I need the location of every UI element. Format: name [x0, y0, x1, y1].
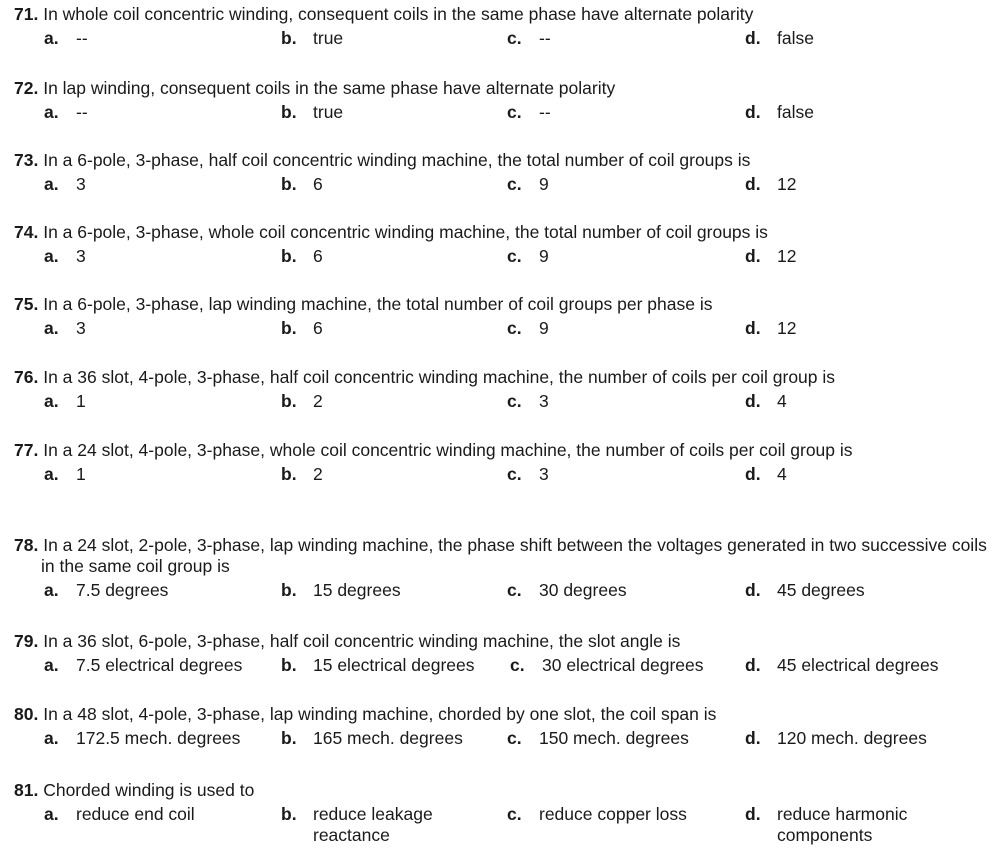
- option-b[interactable]: [281, 102, 343, 123]
- option-a[interactable]: [44, 464, 86, 485]
- question-number: 76.: [14, 367, 39, 387]
- option-label: a.: [44, 102, 59, 122]
- options-row: [0, 174, 997, 198]
- option-label: b.: [281, 174, 297, 194]
- question-number: 72.: [14, 78, 39, 98]
- option-label: b.: [281, 246, 297, 266]
- option-label: a.: [44, 246, 59, 266]
- option-label: a.: [44, 28, 59, 48]
- option-text: 3: [76, 246, 86, 266]
- option-d[interactable]: [745, 728, 927, 749]
- question-stem: [0, 704, 997, 725]
- option-label: a.: [44, 318, 59, 338]
- option-text: 12: [777, 246, 797, 266]
- option-b[interactable]: [281, 464, 323, 485]
- question-81: [0, 780, 997, 852]
- option-d[interactable]: [745, 391, 787, 412]
- option-label: d.: [745, 804, 761, 824]
- option-label: d.: [745, 655, 761, 675]
- option-label: c.: [507, 102, 522, 122]
- option-label: c.: [507, 318, 522, 338]
- question-76: [0, 367, 997, 415]
- option-text: true: [313, 28, 344, 48]
- options-row: [0, 318, 997, 342]
- option-a[interactable]: [44, 391, 86, 412]
- option-a[interactable]: [44, 580, 168, 601]
- option-text: 1: [76, 464, 86, 484]
- option-label: d.: [745, 318, 761, 338]
- option-text: 6: [313, 174, 323, 194]
- option-a[interactable]: [44, 28, 88, 49]
- option-label: c.: [507, 580, 522, 600]
- option-label: c.: [507, 246, 522, 266]
- question-text: Chorded winding is used to: [43, 780, 255, 800]
- option-label: b.: [281, 391, 297, 411]
- option-c[interactable]: [507, 804, 687, 825]
- option-a[interactable]: [44, 174, 86, 195]
- question-71: [0, 4, 997, 52]
- option-text: true: [313, 102, 344, 122]
- options-row: [0, 246, 997, 270]
- option-label: c.: [510, 655, 525, 675]
- question-stem: [0, 780, 997, 801]
- question-text: In a 6-pole, 3-phase, lap winding machine, the total number of coil groups per phase is: [43, 294, 713, 314]
- option-b[interactable]: [281, 318, 323, 339]
- option-label: b.: [281, 102, 297, 122]
- option-text: 9: [539, 246, 549, 266]
- question-78: [0, 535, 997, 604]
- question-79: [0, 631, 997, 679]
- option-text: 172.5 mech. degrees: [76, 728, 241, 748]
- option-b[interactable]: [281, 174, 323, 195]
- question-stem: [0, 222, 997, 243]
- option-label: d.: [745, 246, 761, 266]
- option-text: 45 degrees: [777, 580, 865, 600]
- option-d[interactable]: [745, 102, 814, 123]
- option-label: b.: [281, 655, 297, 675]
- question-text: In lap winding, consequent coils in the same phase have alternate polarity: [43, 78, 616, 98]
- option-label: d.: [745, 174, 761, 194]
- option-b[interactable]: [281, 804, 463, 846]
- option-label: d.: [745, 391, 761, 411]
- option-text: 9: [539, 174, 549, 194]
- question-number: 81.: [14, 780, 39, 800]
- option-text: 9: [539, 318, 549, 338]
- option-label: d.: [745, 464, 761, 484]
- question-number: 75.: [14, 294, 39, 314]
- question-77: [0, 440, 997, 488]
- option-label: d.: [745, 102, 761, 122]
- question-text: In a 48 slot, 4-pole, 3-phase, lap winding machine, chorded by one slot, the coil span is: [43, 704, 717, 724]
- option-text: 7.5 degrees: [76, 580, 169, 600]
- options-row: [0, 391, 997, 415]
- option-text: 6: [313, 246, 323, 266]
- option-a[interactable]: [44, 804, 195, 825]
- option-label: c.: [507, 728, 522, 748]
- option-text: false: [777, 102, 814, 122]
- option-label: a.: [44, 655, 59, 675]
- option-d[interactable]: [745, 464, 787, 485]
- option-text: 30 electrical degrees: [542, 655, 704, 675]
- option-b[interactable]: [281, 580, 401, 601]
- option-text: 45 electrical degrees: [777, 655, 939, 675]
- option-text: 2: [313, 391, 323, 411]
- option-a[interactable]: [44, 318, 86, 339]
- option-label: b.: [281, 28, 297, 48]
- option-d[interactable]: [745, 318, 796, 339]
- option-text: 3: [76, 174, 86, 194]
- option-c[interactable]: [507, 28, 551, 49]
- option-c[interactable]: [507, 174, 549, 195]
- options-row: [0, 102, 997, 126]
- option-text: 120 mech. degrees: [777, 728, 927, 748]
- option-d[interactable]: [745, 246, 796, 267]
- question-text: In a 24 slot, 4-pole, 3-phase, whole coil concentric winding machine, the number of coils per coil group is: [43, 440, 853, 460]
- question-stem: [0, 535, 997, 577]
- options-row: [0, 804, 997, 852]
- option-text: 2: [313, 464, 323, 484]
- option-text: 165 mech. degrees: [313, 728, 463, 748]
- option-text: 12: [777, 318, 797, 338]
- question-80: [0, 704, 997, 752]
- option-a[interactable]: [44, 655, 242, 676]
- options-row: [0, 580, 997, 604]
- option-text: --: [539, 28, 551, 48]
- question-stem: [0, 367, 997, 388]
- question-number: 71.: [14, 4, 39, 24]
- option-text: 7.5 electrical degrees: [76, 655, 243, 675]
- option-label: d.: [745, 580, 761, 600]
- option-d[interactable]: [745, 174, 796, 195]
- option-label: d.: [745, 728, 761, 748]
- option-text: reduce leakage reactance: [313, 804, 433, 845]
- question-stem: [0, 4, 997, 25]
- option-text: 30 degrees: [539, 580, 627, 600]
- option-text: --: [539, 102, 551, 122]
- option-c[interactable]: [510, 655, 703, 676]
- question-stem: [0, 294, 997, 315]
- option-text: reduce copper loss: [539, 804, 687, 824]
- option-label: b.: [281, 318, 297, 338]
- option-label: b.: [281, 580, 297, 600]
- option-text: 12: [777, 174, 797, 194]
- option-label: a.: [44, 804, 59, 824]
- option-c[interactable]: [507, 102, 551, 123]
- question-text: In a 24 slot, 2-pole, 3-phase, lap winding machine, the phase shift between the voltages generated in two successive coils in the same coil group is: [41, 535, 987, 576]
- question-number: 77.: [14, 440, 39, 460]
- option-label: a.: [44, 464, 59, 484]
- question-73: [0, 150, 997, 198]
- option-d[interactable]: [745, 580, 865, 601]
- question-74: [0, 222, 997, 270]
- option-c[interactable]: [507, 580, 627, 601]
- question-72: [0, 78, 997, 126]
- option-text: 3: [76, 318, 86, 338]
- options-row: [0, 28, 997, 52]
- option-c[interactable]: [507, 728, 689, 749]
- question-text: In a 36 slot, 4-pole, 3-phase, half coil concentric winding machine, the number of coils per coil group is: [43, 367, 836, 387]
- option-label: a.: [44, 391, 59, 411]
- option-c[interactable]: [507, 246, 549, 267]
- option-label: c.: [507, 28, 522, 48]
- option-text: 3: [539, 464, 549, 484]
- question-stem: [0, 440, 997, 461]
- option-text: --: [76, 28, 88, 48]
- question-number: 79.: [14, 631, 39, 651]
- option-label: a.: [44, 728, 59, 748]
- option-a[interactable]: [44, 246, 86, 267]
- option-label: a.: [44, 580, 59, 600]
- option-text: reduce end coil: [76, 804, 195, 824]
- question-number: 74.: [14, 222, 39, 242]
- question-text: In whole coil concentric winding, consequent coils in the same phase have alternate polarity: [43, 4, 754, 24]
- option-text: 4: [777, 464, 787, 484]
- option-text: false: [777, 28, 814, 48]
- question-text: In a 36 slot, 6-pole, 3-phase, half coil concentric winding machine, the slot angle is: [43, 631, 681, 651]
- options-row: [0, 655, 997, 679]
- question-stem: [0, 631, 997, 652]
- option-text: 15 electrical degrees: [313, 655, 475, 675]
- option-text: 4: [777, 391, 787, 411]
- option-d[interactable]: [745, 28, 814, 49]
- option-c[interactable]: [507, 318, 549, 339]
- question-number: 80.: [14, 704, 39, 724]
- option-label: a.: [44, 174, 59, 194]
- question-number: 78.: [14, 535, 39, 555]
- option-a[interactable]: [44, 102, 88, 123]
- option-a[interactable]: [44, 728, 240, 749]
- option-label: c.: [507, 464, 522, 484]
- option-label: c.: [507, 174, 522, 194]
- option-b[interactable]: [281, 28, 343, 49]
- question-stem: [0, 78, 997, 99]
- option-label: c.: [507, 804, 522, 824]
- option-text: 1: [76, 391, 86, 411]
- option-c[interactable]: [507, 391, 549, 412]
- option-label: b.: [281, 464, 297, 484]
- option-b[interactable]: [281, 246, 323, 267]
- option-text: 3: [539, 391, 549, 411]
- option-b[interactable]: [281, 728, 463, 749]
- options-row: [0, 728, 997, 752]
- option-d[interactable]: [745, 804, 937, 846]
- options-row: [0, 464, 997, 488]
- option-label: b.: [281, 728, 297, 748]
- question-text: In a 6-pole, 3-phase, half coil concentric winding machine, the total number of coil groups is: [43, 150, 751, 170]
- option-text: 6: [313, 318, 323, 338]
- option-text: 150 mech. degrees: [539, 728, 689, 748]
- option-d[interactable]: [745, 655, 938, 676]
- question-text: In a 6-pole, 3-phase, whole coil concentric winding machine, the total number of coil groups is: [43, 222, 768, 242]
- option-label: b.: [281, 804, 297, 824]
- question-75: [0, 294, 997, 342]
- option-c[interactable]: [507, 464, 549, 485]
- option-label: d.: [745, 28, 761, 48]
- option-label: c.: [507, 391, 522, 411]
- option-text: --: [76, 102, 88, 122]
- option-text: 15 degrees: [313, 580, 401, 600]
- question-number: 73.: [14, 150, 39, 170]
- question-stem: [0, 150, 997, 171]
- option-b[interactable]: [281, 391, 323, 412]
- option-b[interactable]: [281, 655, 474, 676]
- option-text: reduce harmonic components: [777, 804, 908, 845]
